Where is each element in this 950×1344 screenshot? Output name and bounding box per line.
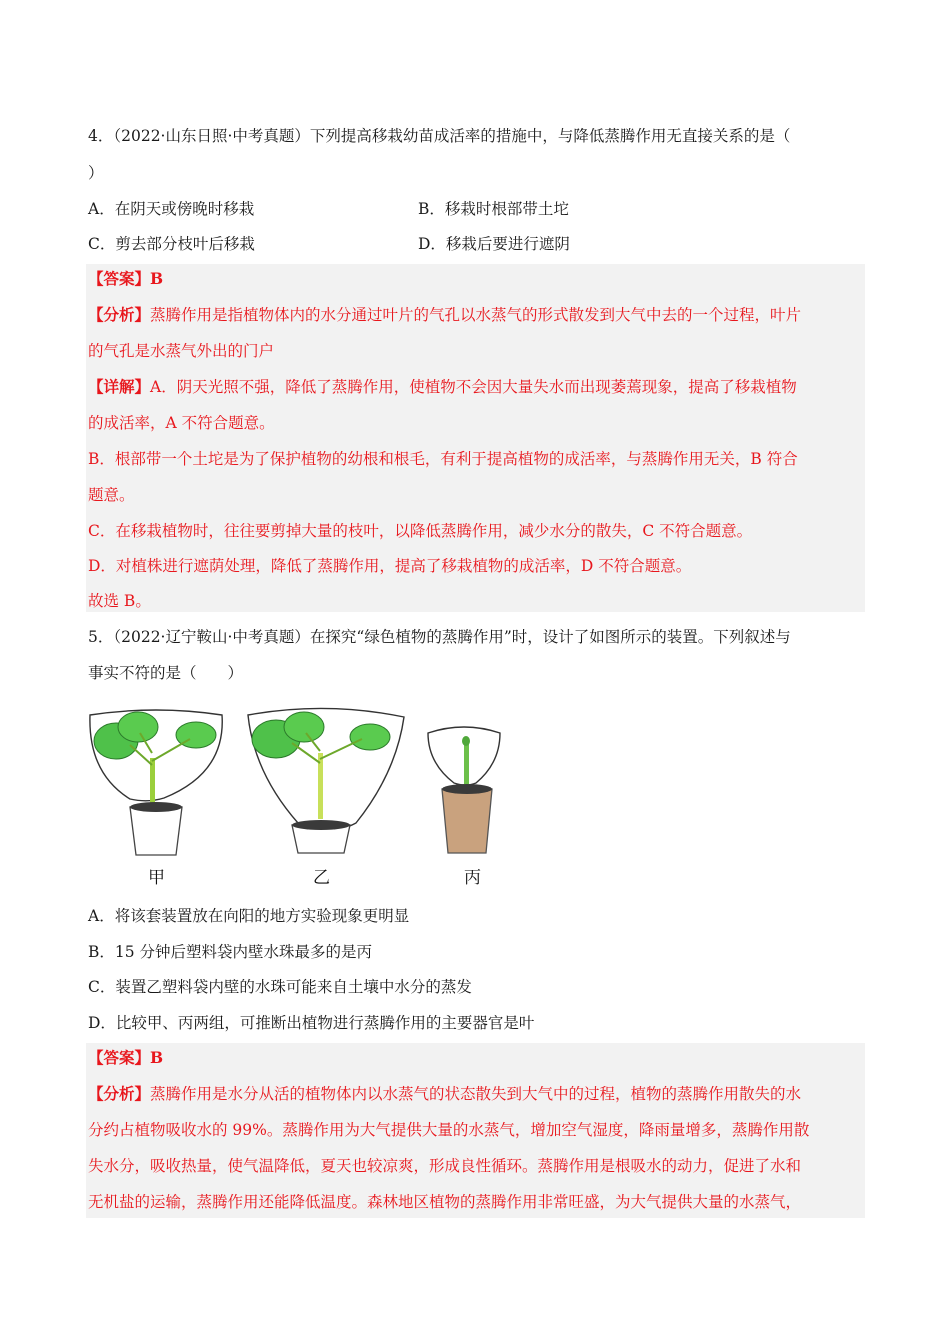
answer-value: B	[150, 269, 164, 288]
q5-analysis-cont-1: 分约占植物吸收水的 99%。蒸腾作用为大气提供大量的水蒸气，增加空气湿度，降雨量增多，蒸腾作用散	[88, 1121, 810, 1139]
q4-option-c: C．剪去部分枝叶后移栽	[88, 235, 255, 253]
q4-option-a: A．在阴天或傍晚时移栽	[88, 200, 255, 218]
q4-detail-a-cont: 的成活率，A 不符合题意。	[88, 414, 275, 432]
q4-analysis-cont: 的气孔是水蒸气外出的门户	[88, 342, 275, 360]
q4-stem-cont: ）	[88, 164, 104, 182]
answer-tag: 【答案】	[88, 1048, 151, 1067]
q4-detail-a	[88, 377, 797, 397]
figure-label-bing: 丙	[464, 868, 481, 888]
q5-analysis-cont-3: 无机盐的运输，蒸腾作用还能降低温度。森林地区植物的蒸腾作用非常旺盛，为大气提供大量的水蒸气，	[88, 1193, 802, 1211]
q5-stem: 5．（2022·辽宁鞍山·中考真题）在探究“绿色植物的蒸腾作用”时，设计了如图所示的装置。下列叙述与	[88, 628, 791, 646]
plant-yi	[248, 708, 404, 853]
analysis-text: 蒸腾作用是水分从活的植物体内以水蒸气的状态散失到大气中的过程，植物的蒸腾作用散失的水	[150, 1085, 802, 1103]
q4-detail-b-cont: 题意。	[88, 486, 135, 504]
detail-tag: 【详解】	[88, 377, 151, 396]
q4-analysis	[88, 305, 801, 325]
figure-label-yi: 乙	[313, 868, 330, 888]
q4-detail-d: D．对植株进行遮荫处理，降低了蒸腾作用，提高了移栽植物的成活率，D 不符合题意。	[88, 557, 692, 575]
analysis-tag: 【分析】	[88, 305, 151, 324]
q5-analysis	[88, 1084, 801, 1104]
q5-answer	[88, 1048, 163, 1068]
analysis-text: 蒸腾作用是指植物体内的水分通过叶片的气孔以水蒸气的形式散发到大气中去的一个过程，叶片	[150, 306, 802, 324]
answer-value: B	[150, 1048, 164, 1067]
q4-option-b: B．移栽时根部带土坨	[418, 200, 569, 218]
q4-detail-b: B．根部带一个土坨是为了保护植物的幼根和根毛，有利于提高植物的成活率，与蒸腾作用无关，B 符合	[88, 450, 798, 468]
q5-option-c: C．装置乙塑料袋内壁的水珠可能来自土壤中水分的蒸发	[88, 978, 472, 996]
plant-jia	[90, 710, 222, 855]
analysis-tag: 【分析】	[88, 1084, 151, 1103]
q4-answer	[88, 269, 163, 289]
detail-a-text: A．阴天光照不强，降低了蒸腾作用，使植物不会因大量失水而出现萎蔫现象，提高了移栽植物	[150, 378, 797, 396]
q5-option-a: A．将该套装置放在向阳的地方实验现象更明显	[88, 907, 410, 925]
q5-analysis-cont-2: 失水分，吸收热量，使气温降低，夏天也较凉爽，形成良性循环。蒸腾作用是根吸水的动力，促进了水和	[88, 1157, 802, 1175]
q5-stem-cont: 事实不符的是（ ）	[88, 664, 244, 682]
plant-bing	[428, 727, 500, 853]
figure-label-jia: 甲	[148, 868, 165, 888]
experiment-figure	[86, 703, 526, 893]
q5-option-b: B．15 分钟后塑料袋内壁水珠最多的是丙	[88, 943, 373, 961]
q4-detail-c: C．在移栽植物时，往往要剪掉大量的枝叶，以降低蒸腾作用，减少水分的散失，C 不符合题意。	[88, 522, 753, 540]
q5-option-d: D．比较甲、丙两组，可推断出植物进行蒸腾作用的主要器官是叶	[88, 1014, 535, 1032]
q4-stem: 4．（2022·山东日照·中考真题）下列提高移栽幼苗成活率的措施中，与降低蒸腾作用无直接关系的是（	[88, 127, 791, 145]
answer-tag: 【答案】	[88, 269, 151, 288]
q4-option-d: D．移栽后要进行遮阴	[418, 235, 570, 253]
q4-conclusion: 故选 B。	[88, 592, 151, 610]
